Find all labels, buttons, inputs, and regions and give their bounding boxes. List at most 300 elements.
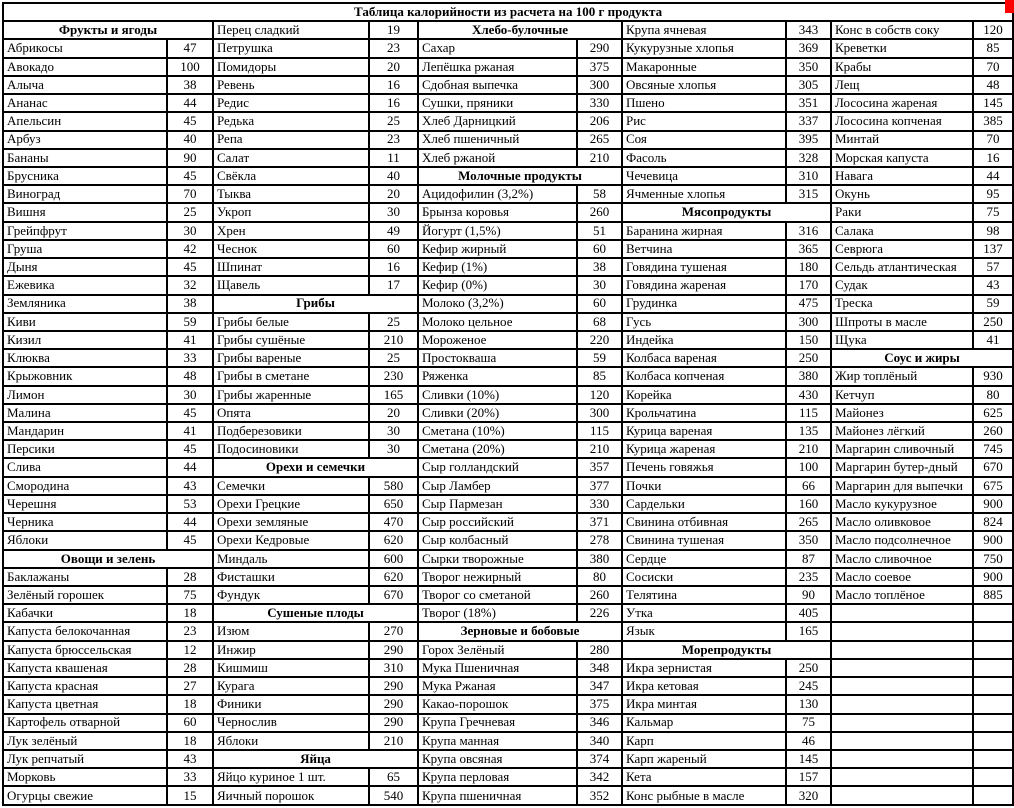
calorie-value-cell: 250 — [973, 313, 1013, 331]
product-name-cell: Сердце — [622, 550, 786, 568]
calorie-value-cell: 75 — [167, 586, 213, 604]
product-name-cell: Крыжовник — [3, 367, 167, 385]
product-name-cell: Сахар — [418, 39, 577, 57]
calorie-value-cell: 28 — [167, 659, 213, 677]
calorie-value-cell: 85 — [577, 367, 622, 385]
product-name-cell: Морская капуста — [831, 149, 973, 167]
calorie-value-cell: 210 — [577, 149, 622, 167]
calorie-value-cell: 98 — [973, 222, 1013, 240]
product-name-cell: Икра кетовая — [622, 677, 786, 695]
product-name-cell — [831, 677, 973, 695]
product-name-cell: Колбаса вареная — [622, 349, 786, 367]
table-row — [3, 477, 1013, 495]
product-name-cell: Грибы жаренные — [213, 386, 369, 404]
table-row — [3, 94, 1013, 112]
table-row — [3, 458, 1013, 476]
table-row — [3, 76, 1013, 94]
product-name-cell: Корейка — [622, 386, 786, 404]
product-name-cell: Свёкла — [213, 167, 369, 185]
product-name-cell: Чечевица — [622, 167, 786, 185]
product-name-cell: Баклажаны — [3, 568, 167, 586]
calorie-value-cell: 53 — [167, 495, 213, 513]
product-name-cell: Сметана (20%) — [418, 440, 577, 458]
product-name-cell: Яйцо куриное 1 шт. — [213, 768, 369, 786]
section-header-cell: Грибы — [213, 295, 418, 313]
calorie-value-cell: 210 — [786, 440, 831, 458]
calorie-value-cell: 70 — [973, 58, 1013, 76]
calorie-value-cell: 235 — [786, 568, 831, 586]
product-name-cell: Макаронные — [622, 58, 786, 76]
calorie-value-cell: 290 — [369, 695, 418, 713]
calorie-value-cell: 16 — [369, 94, 418, 112]
calorie-value-cell: 260 — [577, 586, 622, 604]
product-name-cell: Свинина тушеная — [622, 531, 786, 549]
calorie-value-cell: 25 — [369, 349, 418, 367]
product-name-cell: Брынза коровья — [418, 203, 577, 221]
calorie-value-cell: 900 — [973, 531, 1013, 549]
section-header-cell: Орехи и семечки — [213, 458, 418, 476]
product-name-cell: Черешня — [3, 495, 167, 513]
product-name-cell: Авокадо — [3, 58, 167, 76]
calorie-value-cell: 28 — [167, 568, 213, 586]
calorie-value-cell: 68 — [577, 313, 622, 331]
calorie-value-cell: 30 — [577, 276, 622, 294]
calorie-value-cell: 675 — [973, 477, 1013, 495]
calorie-value-cell: 60 — [369, 240, 418, 258]
calorie-value-cell: 278 — [577, 531, 622, 549]
product-name-cell: Укроп — [213, 203, 369, 221]
calorie-value-cell: 375 — [577, 695, 622, 713]
product-name-cell: Сливки (10%) — [418, 386, 577, 404]
calorie-value-cell: 65 — [369, 768, 418, 786]
calorie-value-cell: 19 — [369, 21, 418, 39]
product-name-cell — [831, 786, 973, 805]
calorie-value-cell: 210 — [577, 440, 622, 458]
table-row — [3, 604, 1013, 622]
product-name-cell — [831, 750, 973, 768]
calorie-value-cell: 230 — [369, 367, 418, 385]
calorie-value-cell: 145 — [786, 750, 831, 768]
calorie-value-cell: 12 — [167, 641, 213, 659]
product-name-cell: Вишня — [3, 203, 167, 221]
product-name-cell: Масло сливочное — [831, 550, 973, 568]
calorie-value-cell: 18 — [167, 732, 213, 750]
product-name-cell: Ревень — [213, 76, 369, 94]
product-name-cell: Судак — [831, 276, 973, 294]
calorie-value-cell: 374 — [577, 750, 622, 768]
product-name-cell: Икра минтая — [622, 695, 786, 713]
product-name-cell: Крупа пшеничная — [418, 786, 577, 805]
calorie-value-cell: 59 — [577, 349, 622, 367]
product-name-cell: Персики — [3, 440, 167, 458]
calorie-value-cell — [973, 695, 1013, 713]
calorie-value-cell: 18 — [167, 695, 213, 713]
calorie-value-cell: 347 — [577, 677, 622, 695]
calorie-value-cell: 25 — [369, 313, 418, 331]
product-name-cell: Алыча — [3, 76, 167, 94]
product-name-cell — [831, 622, 973, 640]
product-name-cell: Сырки творожные — [418, 550, 577, 568]
calorie-value-cell: 930 — [973, 367, 1013, 385]
product-name-cell: Молоко цельное — [418, 313, 577, 331]
product-name-cell: Виноград — [3, 185, 167, 203]
section-header-cell: Зерновые и бобовые — [418, 622, 622, 640]
calorie-value-cell: 380 — [786, 367, 831, 385]
calorie-value-cell: 115 — [577, 422, 622, 440]
calorie-value-cell: 351 — [786, 94, 831, 112]
calorie-value-cell: 33 — [167, 768, 213, 786]
table-row — [3, 732, 1013, 750]
table-row — [3, 677, 1013, 695]
calorie-value-cell — [973, 732, 1013, 750]
product-name-cell: Капуста белокочанная — [3, 622, 167, 640]
calorie-value-cell: 160 — [786, 495, 831, 513]
calorie-value-cell: 369 — [786, 39, 831, 57]
calorie-value-cell: 45 — [167, 258, 213, 276]
calorie-value-cell: 41 — [167, 331, 213, 349]
product-name-cell: Масло соевое — [831, 568, 973, 586]
product-name-cell: Кизил — [3, 331, 167, 349]
calorie-value-cell: 365 — [786, 240, 831, 258]
product-name-cell: Дыня — [3, 258, 167, 276]
calorie-value-cell: 30 — [369, 440, 418, 458]
calorie-value-cell: 300 — [577, 76, 622, 94]
calorie-value-cell: 120 — [577, 386, 622, 404]
product-name-cell: Ряженка — [418, 367, 577, 385]
calorie-value-cell: 80 — [577, 568, 622, 586]
calorie-value-cell: 75 — [973, 203, 1013, 221]
product-name-cell: Салака — [831, 222, 973, 240]
calorie-value-cell: 265 — [577, 131, 622, 149]
table-row — [3, 786, 1013, 805]
calorie-value-cell: 670 — [973, 458, 1013, 476]
calorie-value-cell — [973, 750, 1013, 768]
section-header-cell: Хлебо-булочные — [418, 21, 622, 39]
product-name-cell: Семечки — [213, 477, 369, 495]
calorie-value-cell: 38 — [167, 76, 213, 94]
table-row — [3, 349, 1013, 367]
table-row — [3, 440, 1013, 458]
product-name-cell: Кефир жирный — [418, 240, 577, 258]
calorie-value-cell: 70 — [167, 185, 213, 203]
product-name-cell: Финики — [213, 695, 369, 713]
calorie-value-cell: 165 — [786, 622, 831, 640]
calorie-value-cell — [973, 768, 1013, 786]
calorie-value-cell: 41 — [973, 331, 1013, 349]
calorie-value-cell: 45 — [167, 112, 213, 130]
table-row — [3, 367, 1013, 385]
section-header-cell: Сушеные плоды — [213, 604, 418, 622]
product-name-cell: Индейка — [622, 331, 786, 349]
product-name-cell — [831, 604, 973, 622]
calorie-value-cell: 25 — [369, 112, 418, 130]
calorie-value-cell — [973, 641, 1013, 659]
product-name-cell: Тыква — [213, 185, 369, 203]
product-name-cell: Крупа овсяная — [418, 750, 577, 768]
product-name-cell: Соя — [622, 131, 786, 149]
calorie-value-cell: 824 — [973, 513, 1013, 531]
product-name-cell: Морковь — [3, 768, 167, 786]
product-name-cell: Киви — [3, 313, 167, 331]
section-header-cell: Молочные продукты — [418, 167, 622, 185]
product-name-cell: Мандарин — [3, 422, 167, 440]
product-name-cell: Фасоль — [622, 149, 786, 167]
product-name-cell: Клюква — [3, 349, 167, 367]
calorie-value-cell — [973, 622, 1013, 640]
table-row — [3, 58, 1013, 76]
product-name-cell: Крольчатина — [622, 404, 786, 422]
calorie-value-cell: 310 — [786, 167, 831, 185]
calorie-value-cell: 750 — [973, 550, 1013, 568]
calorie-value-cell: 330 — [577, 94, 622, 112]
product-name-cell: Крупа Гречневая — [418, 714, 577, 732]
calorie-value-cell: 290 — [369, 641, 418, 659]
product-name-cell: Орехи Кедровые — [213, 531, 369, 549]
calorie-value-cell: 58 — [577, 185, 622, 203]
product-name-cell: Лепёшка ржаная — [418, 58, 577, 76]
product-name-cell: Арбуз — [3, 131, 167, 149]
calorie-value-cell: 100 — [786, 458, 831, 476]
product-name-cell: Молоко (3,2%) — [418, 295, 577, 313]
product-name-cell: Кета — [622, 768, 786, 786]
product-name-cell: Редис — [213, 94, 369, 112]
calorie-value-cell: 20 — [369, 58, 418, 76]
calorie-value-cell: 85 — [973, 39, 1013, 57]
product-name-cell: Шпроты в масле — [831, 313, 973, 331]
calorie-value-cell: 115 — [786, 404, 831, 422]
calorie-value-cell: 87 — [786, 550, 831, 568]
product-name-cell: Сыр российский — [418, 513, 577, 531]
calorie-value-cell: 900 — [973, 495, 1013, 513]
product-name-cell: Кукурузные хлопья — [622, 39, 786, 57]
section-header-cell: Соус и жиры — [831, 349, 1013, 367]
calorie-value-cell: 75 — [786, 714, 831, 732]
calorie-value-cell: 337 — [786, 112, 831, 130]
product-name-cell: Кишмиш — [213, 659, 369, 677]
product-name-cell: Сардельки — [622, 495, 786, 513]
product-name-cell: Раки — [831, 203, 973, 221]
product-name-cell: Изюм — [213, 622, 369, 640]
calorie-value-cell: 66 — [786, 477, 831, 495]
product-name-cell: Капуста красная — [3, 677, 167, 695]
product-name-cell: Кальмар — [622, 714, 786, 732]
product-name-cell: Горох Зелёный — [418, 641, 577, 659]
product-name-cell: Абрикосы — [3, 39, 167, 57]
product-name-cell: Хлеб ржаной — [418, 149, 577, 167]
calorie-value-cell: 343 — [786, 21, 831, 39]
table-row — [3, 276, 1013, 294]
calorie-value-cell: 60 — [577, 240, 622, 258]
calorie-value-cell — [973, 677, 1013, 695]
calorie-value-cell: 90 — [167, 149, 213, 167]
product-name-cell: Маргарин сливочный — [831, 440, 973, 458]
table-row — [3, 641, 1013, 659]
calorie-value-cell: 135 — [786, 422, 831, 440]
section-header-cell: Фрукты и ягоды — [3, 21, 213, 39]
calorie-value-cell: 620 — [369, 531, 418, 549]
product-name-cell: Брусника — [3, 167, 167, 185]
product-name-cell: Хлеб пшеничный — [418, 131, 577, 149]
calorie-value-cell: 40 — [167, 131, 213, 149]
calorie-value-cell: 30 — [369, 203, 418, 221]
product-name-cell: Язык — [622, 622, 786, 640]
table-row — [3, 331, 1013, 349]
product-name-cell: Гусь — [622, 313, 786, 331]
calorie-value-cell: 245 — [786, 677, 831, 695]
calorie-value-cell: 59 — [973, 295, 1013, 313]
calorie-value-cell: 280 — [577, 641, 622, 659]
product-name-cell: Сыр голландский — [418, 458, 577, 476]
section-header-cell: Морепродукты — [622, 641, 831, 659]
calorie-value-cell: 46 — [786, 732, 831, 750]
calorie-value-cell: 44 — [973, 167, 1013, 185]
product-name-cell: Крупа ячневая — [622, 21, 786, 39]
calorie-value-cell: 380 — [577, 550, 622, 568]
product-name-cell: Огурцы свежие — [3, 786, 167, 805]
table-row — [3, 39, 1013, 57]
table-row — [3, 422, 1013, 440]
product-name-cell: Говядина тушеная — [622, 258, 786, 276]
calorie-value-cell: 15 — [167, 786, 213, 805]
product-name-cell: Курица жареная — [622, 440, 786, 458]
calorie-value-cell: 47 — [167, 39, 213, 57]
calorie-value-cell: 250 — [786, 349, 831, 367]
table-row — [3, 258, 1013, 276]
product-name-cell: Творог (18%) — [418, 604, 577, 622]
product-name-cell: Крупа перловая — [418, 768, 577, 786]
product-name-cell: Ячменные хлопья — [622, 185, 786, 203]
product-name-cell: Подберезовики — [213, 422, 369, 440]
calorie-value-cell: 180 — [786, 258, 831, 276]
product-name-cell: Кетчуп — [831, 386, 973, 404]
calorie-value-cell: 348 — [577, 659, 622, 677]
table-row — [3, 513, 1013, 531]
product-name-cell: Йогурт (1,5%) — [418, 222, 577, 240]
table-row — [3, 149, 1013, 167]
product-name-cell: Печень говяжья — [622, 458, 786, 476]
calorie-value-cell: 30 — [167, 222, 213, 240]
product-name-cell: Баранина жирная — [622, 222, 786, 240]
product-name-cell: Курага — [213, 677, 369, 695]
calorie-value-cell: 30 — [167, 386, 213, 404]
calorie-value-cell: 16 — [973, 149, 1013, 167]
table-row — [3, 659, 1013, 677]
calorie-value-cell: 290 — [577, 39, 622, 57]
calorie-value-cell: 70 — [973, 131, 1013, 149]
product-name-cell: Лимон — [3, 386, 167, 404]
product-name-cell: Яблоки — [213, 732, 369, 750]
calorie-value-cell: 130 — [786, 695, 831, 713]
product-name-cell: Сушки, пряники — [418, 94, 577, 112]
calorie-value-cell: 226 — [577, 604, 622, 622]
product-name-cell — [831, 732, 973, 750]
product-name-cell: Маргарин бутер-дный — [831, 458, 973, 476]
product-name-cell: Подосиновики — [213, 440, 369, 458]
product-name-cell: Творог нежирный — [418, 568, 577, 586]
product-name-cell: Смородина — [3, 477, 167, 495]
product-name-cell: Сыр колбасный — [418, 531, 577, 549]
product-name-cell: Грибы белые — [213, 313, 369, 331]
calorie-value-cell: 290 — [369, 714, 418, 732]
section-header-cell: Овощи и зелень — [3, 550, 213, 568]
product-name-cell: Капуста квашеная — [3, 659, 167, 677]
table-row — [3, 21, 1013, 39]
calorie-value-cell: 18 — [167, 604, 213, 622]
calorie-value-cell: 11 — [369, 149, 418, 167]
product-name-cell: Мука Ржаная — [418, 677, 577, 695]
product-name-cell: Лук репчатый — [3, 750, 167, 768]
product-name-cell — [831, 659, 973, 677]
table-row — [3, 295, 1013, 313]
product-name-cell: Перец сладкий — [213, 21, 369, 39]
calorie-value-cell: 44 — [167, 458, 213, 476]
product-name-cell: Капуста цветная — [3, 695, 167, 713]
section-header-cell: Мясопродукты — [622, 203, 831, 221]
calorie-value-cell: 315 — [786, 185, 831, 203]
calorie-value-cell: 340 — [577, 732, 622, 750]
product-name-cell: Сыр Ламбер — [418, 477, 577, 495]
product-name-cell: Яблоки — [3, 531, 167, 549]
calorie-value-cell: 25 — [167, 203, 213, 221]
product-name-cell — [831, 695, 973, 713]
product-name-cell: Масло оливковое — [831, 513, 973, 531]
calorie-value-cell: 48 — [167, 367, 213, 385]
calorie-value-cell: 260 — [577, 203, 622, 221]
table-row — [3, 531, 1013, 549]
calorie-value-cell: 328 — [786, 149, 831, 167]
calorie-value-cell: 260 — [973, 422, 1013, 440]
calorie-value-cell: 170 — [786, 276, 831, 294]
calorie-table — [2, 2, 1014, 806]
product-name-cell: Кефир (0%) — [418, 276, 577, 294]
product-name-cell: Ацидофилин (3,2%) — [418, 185, 577, 203]
calorie-value-cell: 305 — [786, 76, 831, 94]
product-name-cell: Грибы сушёные — [213, 331, 369, 349]
product-name-cell: Курица вареная — [622, 422, 786, 440]
product-name-cell: Масло кукурузное — [831, 495, 973, 513]
product-name-cell: Груша — [3, 240, 167, 258]
product-name-cell: Грибы вареные — [213, 349, 369, 367]
calorie-value-cell: 405 — [786, 604, 831, 622]
calorie-value-cell: 45 — [167, 440, 213, 458]
table-row — [3, 695, 1013, 713]
calorie-value-cell: 27 — [167, 677, 213, 695]
calorie-value-cell: 330 — [577, 495, 622, 513]
calorie-value-cell: 42 — [167, 240, 213, 258]
product-name-cell: Лещ — [831, 76, 973, 94]
calorie-value-cell: 375 — [577, 58, 622, 76]
table-row — [3, 568, 1013, 586]
product-name-cell: Овсяные хлопья — [622, 76, 786, 94]
section-header-cell: Яйца — [213, 750, 418, 768]
product-name-cell: Кабачки — [3, 604, 167, 622]
calorie-value-cell — [973, 714, 1013, 732]
product-name-cell: Щука — [831, 331, 973, 349]
calorie-value-cell: 430 — [786, 386, 831, 404]
table-row — [3, 714, 1013, 732]
product-name-cell: Маргарин для выпечки — [831, 477, 973, 495]
calorie-value-cell: 23 — [369, 39, 418, 57]
product-name-cell: Салат — [213, 149, 369, 167]
table-row — [3, 131, 1013, 149]
calorie-value-cell: 43 — [167, 477, 213, 495]
product-name-cell: Утка — [622, 604, 786, 622]
calorie-value-cell: 540 — [369, 786, 418, 805]
product-name-cell: Сметана (10%) — [418, 422, 577, 440]
product-name-cell: Лук зелёный — [3, 732, 167, 750]
product-name-cell: Грейпфрут — [3, 222, 167, 240]
calorie-value-cell: 17 — [369, 276, 418, 294]
